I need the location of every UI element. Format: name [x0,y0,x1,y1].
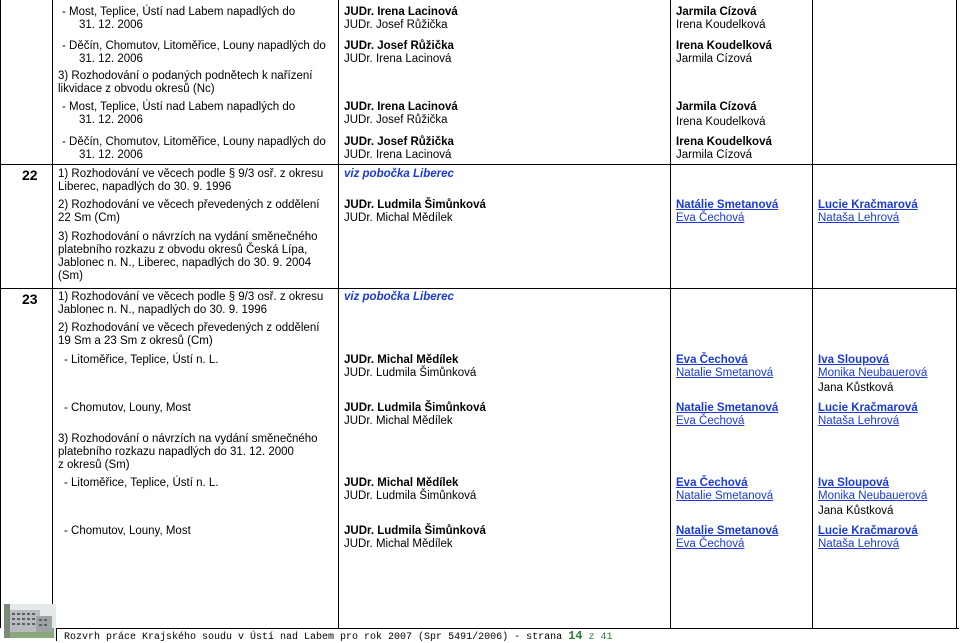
judge-name: JUDr. Ludmila Šimůnková [344,490,477,502]
item-description: 2) Rozhodování ve věcech převedených z oddělení [58,322,320,334]
grid-line [0,0,1,628]
clerk-name[interactable]: Nataša Lehrová [818,212,900,224]
grid-line [0,288,957,289]
row-description: - Děčín, Chomutov, Litoměřice, Louny napadlých do [62,136,326,148]
judge-name: JUDr. Josef Růžička [344,19,448,31]
clerk-name[interactable]: Nataša Lehrová [818,538,900,550]
clerk-name[interactable]: Iva Sloupová [818,477,889,489]
clerk-name[interactable]: Natalie Smetanová [676,402,779,414]
row-description: 31. 12. 2006 [79,114,143,126]
judge-name: JUDr. Josef Růžička [344,40,454,52]
branch-reference: viz pobočka Liberec [344,168,454,180]
clerk-name: Irena Koudelková [676,116,766,128]
judge-name: JUDr. Michal Mědílek [344,354,459,366]
item-description: 1) Rozhodování ve věcech podle § 9/3 osř. z okresu [58,168,324,180]
clerk-name[interactable]: Lucie Kračmarová [818,525,918,537]
judge-name: JUDr. Ludmila Šimůnková [344,199,486,211]
clerk-name[interactable]: Natálie Smetanová [676,199,779,211]
item-description: 1) Rozhodování ve věcech podle § 9/3 osř. z okresu [58,291,324,303]
clerk-name[interactable]: Lucie Kračmarová [818,402,918,414]
item-description: z okresů (Sm) [58,459,130,471]
grid-line [338,0,339,628]
section-number: 23 [22,291,38,307]
clerk-name[interactable]: Monika Neubauerová [818,490,928,502]
clerk-name[interactable]: Natalie Smetanová [676,490,774,502]
row-description: 3) Rozhodování o podaných podnětech k nařízení [58,70,313,82]
clerk-name[interactable]: Eva Čechová [676,415,745,427]
item-description: Liberec, napadlých do 30. 9. 1996 [58,181,232,193]
clerk-name[interactable]: Eva Čechová [676,477,748,489]
row-description: 31. 12. 2006 [79,53,143,65]
clerk-name[interactable]: Monika Neubauerová [818,367,928,379]
row-description: - Chomutov, Louny, Most [64,525,191,537]
item-description: (Sm) [58,270,83,282]
row-description: - Litoměřice, Teplice, Ústí n. L. [64,354,219,366]
clerk-name: Irena Koudelková [676,40,772,52]
item-description: platebního rozkazu napadlých do 31. 12. 2000 [58,446,294,458]
clerk-name[interactable]: Natalie Smetanová [676,367,774,379]
item-description: platebního rozkazu z obvodu okresů Česká Lípa, [58,244,308,256]
row-description: likvidace z obvodu okresů (Nc) [58,83,215,95]
court-building-logo [4,604,56,638]
item-description: 22 Sm (Cm) [58,212,120,224]
judge-name: JUDr. Irena Lacinová [344,6,458,18]
page-total: z 41 [582,632,613,643]
item-description: 3) Rozhodování o návrzích na vydání směnečného [58,433,318,445]
footer-title: Rozvrh práce Krajského soudu v Ústí nad Labem pro rok 2007 (Spr 5491/2006) - strana [64,632,569,643]
clerk-name[interactable]: Eva Čechová [676,212,745,224]
clerk-name: Jarmila Cízová [676,6,757,18]
judge-name: JUDr. Michal Mědílek [344,212,453,224]
judge-name: JUDr. Josef Růžička [344,136,454,148]
clerk-name: Jana Kůstková [818,382,894,394]
clerk-name[interactable]: Eva Čechová [676,538,745,550]
clerk-name: Jarmila Cízová [676,149,753,161]
row-description: - Děčín, Chomutov, Litoměřice, Louny napadlých do [62,40,326,52]
judge-name: JUDr. Irena Lacinová [344,149,452,161]
judge-name: JUDr. Irena Lacinová [344,53,452,65]
item-description: Jablonec n. N., napadlých do 30. 9. 1996 [58,304,268,316]
grid-line [812,0,813,628]
grid-line [0,164,957,165]
clerk-name[interactable]: Nataša Lehrová [818,415,900,427]
clerk-name: Jarmila Cízová [676,101,757,113]
clerk-name: Jana Kůstková [818,505,894,517]
clerk-name[interactable]: Iva Sloupová [818,354,889,366]
clerk-name[interactable]: Natalie Smetanová [676,525,779,537]
section-number: 22 [22,167,38,183]
item-description: 3) Rozhodování o návrzích na vydání směnečného [58,231,318,243]
page-footer [64,629,613,643]
clerk-name[interactable]: Lucie Kračmarová [818,199,918,211]
row-description: 31. 12. 2006 [79,149,143,161]
grid-line [956,0,957,628]
row-description: - Litoměřice, Teplice, Ústí n. L. [64,477,219,489]
judge-name: JUDr. Michal Mědílek [344,538,453,550]
grid-line [52,0,53,628]
clerk-name: Irena Koudelková [676,19,766,31]
judge-name: JUDr. Michal Mědílek [344,477,459,489]
judge-name: JUDr. Josef Růžička [344,114,448,126]
clerk-name: Jarmila Cízová [676,53,753,65]
judge-name: JUDr. Michal Mědílek [344,415,453,427]
row-description: 31. 12. 2006 [79,19,143,31]
page-number: 14 [568,629,583,643]
item-description: 2) Rozhodování ve věcech převedených z oddělení [58,199,320,211]
item-description: 19 Sm a 23 Sm z okresů (Cm) [58,335,213,347]
row-description: - Most, Teplice, Ústí nad Labem napadlých do [62,101,296,113]
grid-line [670,0,671,628]
judge-name: JUDr. Ludmila Šimůnková [344,367,477,379]
judge-name: JUDr. Irena Lacinová [344,101,458,113]
clerk-name[interactable]: Eva Čechová [676,354,748,366]
judge-name: JUDr. Ludmila Šimůnková [344,402,486,414]
row-description: - Chomutov, Louny, Most [64,402,191,414]
row-description: - Most, Teplice, Ústí nad Labem napadlých do [62,6,296,18]
item-description: Jablonec n. N., Liberec, napadlých do 30. 9. 2004 [58,257,312,269]
clerk-name: Irena Koudelková [676,136,772,148]
branch-reference: viz pobočka Liberec [344,291,454,303]
judge-name: JUDr. Ludmila Šimůnková [344,525,486,537]
